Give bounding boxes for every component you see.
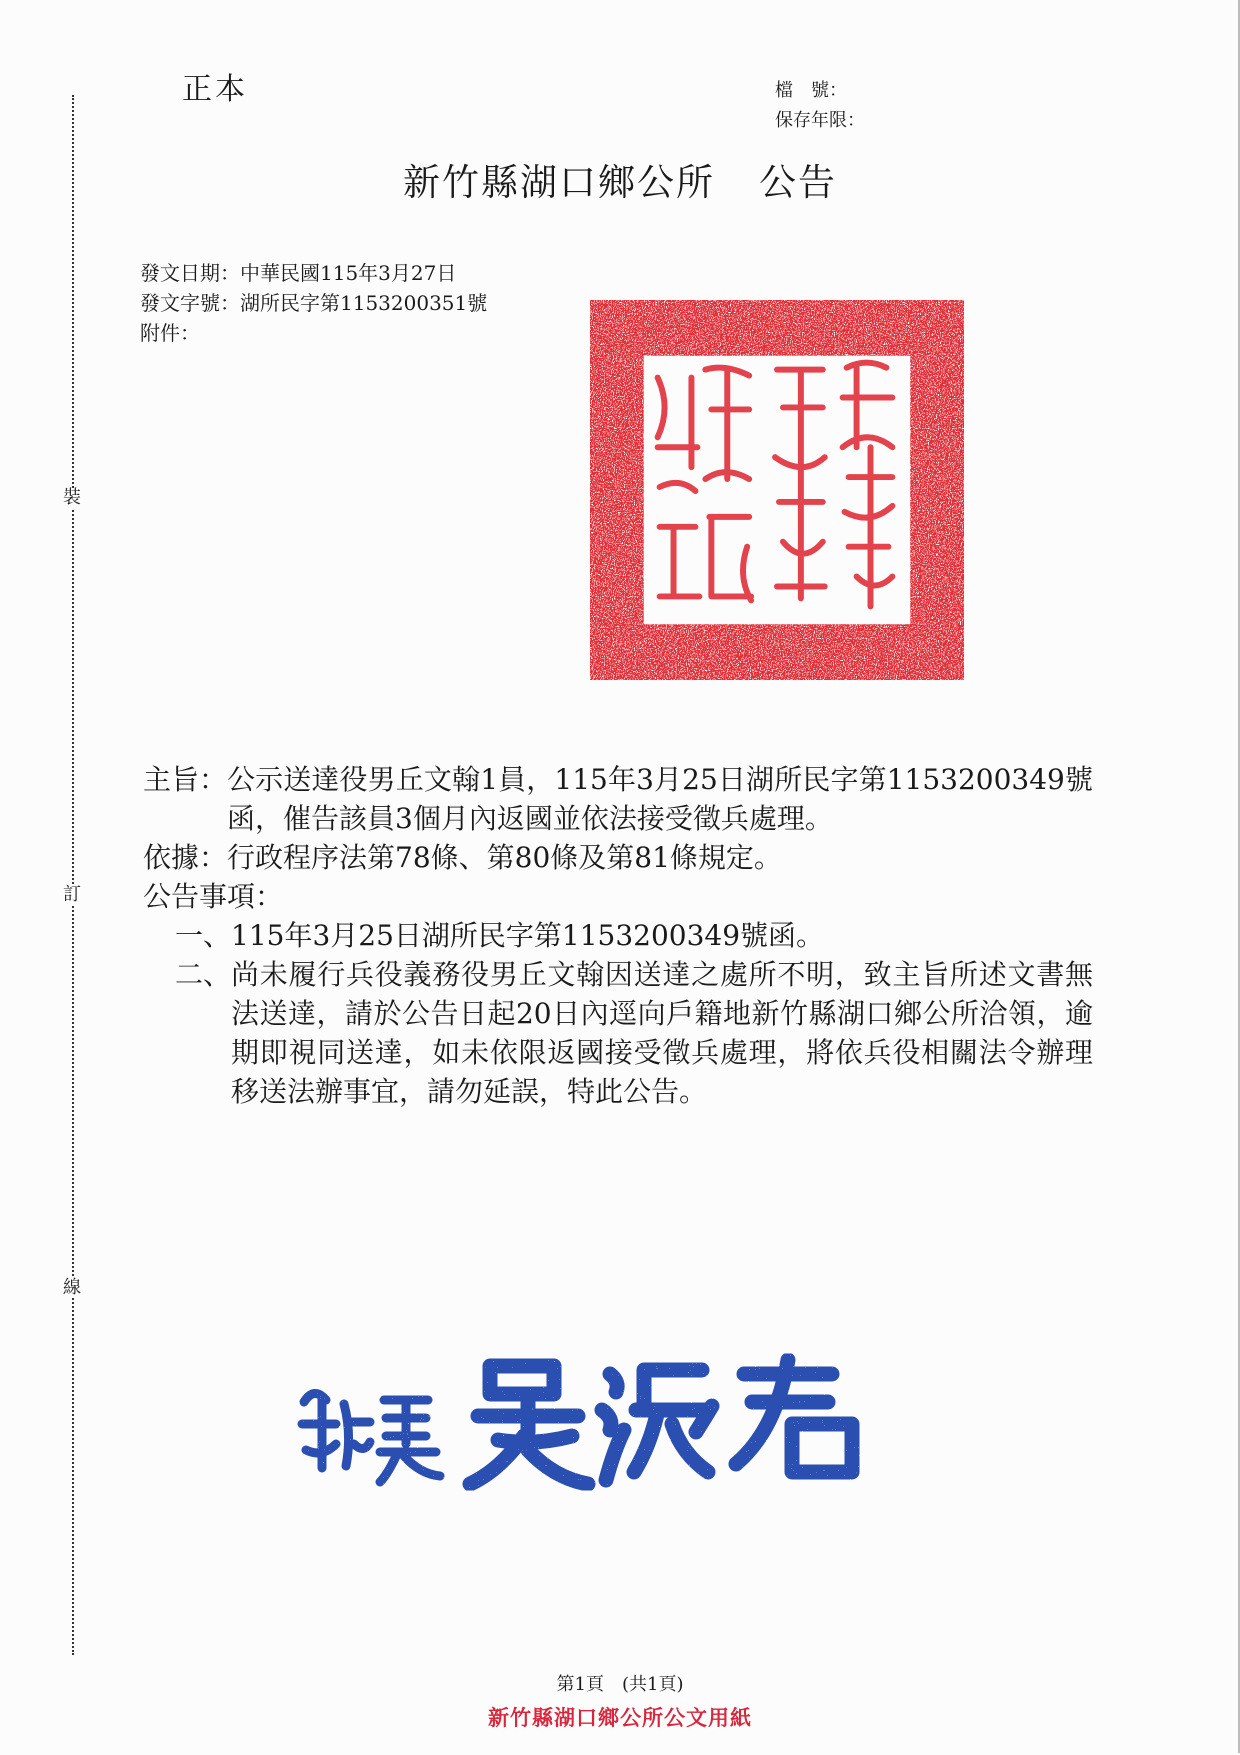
file-no-label: 檔 號：: [775, 80, 847, 101]
page-total: (共1頁): [621, 1674, 684, 1695]
stationery-label: 新竹縣湖口鄉公所公文用紙: [488, 1706, 752, 1730]
attachment-label: 附件：: [140, 321, 200, 345]
basis-text: 行政程序法第78條、第80條及第81條規定。: [227, 841, 782, 874]
binding-char-ding: 訂: [63, 884, 81, 905]
basis-label: 依據：: [143, 841, 228, 874]
retention-label: 保存年限：: [775, 110, 865, 131]
copy-mark: 正本: [182, 72, 248, 107]
list-item: [143, 916, 1093, 955]
issue-date-label: 發文日期：: [140, 261, 240, 285]
issue-info: [140, 258, 487, 348]
page-number: [0, 1670, 1240, 1696]
official-seal: [588, 298, 966, 682]
binding-char-zhuang: 裝: [63, 487, 81, 508]
binding-line: [72, 95, 74, 1655]
item-text: 115年3月25日湖所民字第1153200349號函。: [231, 919, 825, 952]
agency-name: 新竹縣湖口鄉公所: [403, 161, 715, 204]
items-heading: [143, 877, 1093, 916]
file-meta: [775, 76, 865, 136]
basis-paragraph: [143, 838, 1093, 877]
items-label: 公告事項：: [143, 880, 284, 913]
document-body: [143, 760, 1093, 1111]
issue-number-label: 發文字號：: [140, 291, 240, 315]
issue-date-row: [140, 258, 487, 288]
item-number: 二、: [175, 958, 232, 991]
subject-text: 公示送達役男丘文翰1員，115年3月25日湖所民字第1153200349號函，催告該員3個月內返國並依法接受徵兵處理。: [227, 763, 1093, 835]
item-number: 一、: [175, 919, 232, 952]
attachment-row: [140, 318, 487, 348]
document-title: [0, 152, 1240, 206]
issue-number-row: [140, 288, 487, 318]
doc-type: 公告: [759, 161, 837, 204]
page-current: 第1頁: [556, 1674, 604, 1695]
mayor-signature: [292, 1340, 892, 1500]
list-item: [143, 955, 1093, 1111]
item-text: 尚未履行兵役義務役男丘文翰因送達之處所不明，致主旨所述文書無法送達，請於公告日起20日內逕向戶籍地新竹縣湖口鄉公所洽領，逾期即視同送達，如未依限返國接受徵兵處理，將依兵役相關法令辦理移送法辦事宜，請勿延誤，特此公告。: [231, 958, 1093, 1108]
issue-number-value: 湖所民字第1153200351號: [240, 291, 488, 315]
subject-paragraph: [143, 760, 1093, 838]
binding-char-xian: 線: [63, 1277, 81, 1298]
subject-label: 主旨：: [143, 763, 228, 796]
issue-date-value: 中華民國115年3月27日: [240, 261, 457, 285]
